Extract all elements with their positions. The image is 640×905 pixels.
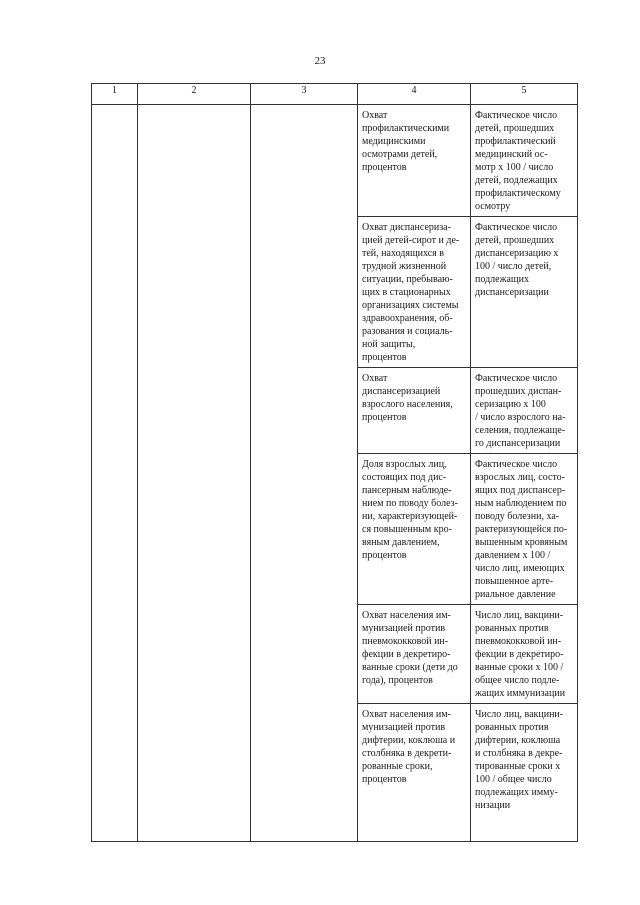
column-1-cell [92, 105, 138, 842]
page-number: 23 [314, 55, 326, 67]
formula-cell: Фактическое число прошедших диспан- серизацию х 100 / число взрослого на- селения, подлежаще- го диспансеризации [471, 368, 578, 454]
column-2-cell [138, 105, 251, 842]
column-3-cell [251, 105, 358, 842]
indicator-cell: Охват населения им- мунизацией против пневмококковой ин- фекции в декретиро- ванные сроки (дети до года), процентов [358, 605, 471, 704]
formula-cell: Число лиц, вакцини- рованных против пневмококковой ин- фекции в декретиро- ванные сроки х 100 / общее число подле- жащих иммунизации [471, 605, 578, 704]
indicator-cell: Охват населения им- мунизацией против дифтерии, коклюша и столбняка в декрети- рованные сроки, процентов [358, 704, 471, 842]
column-header-4: 4 [358, 84, 471, 105]
table-header-row [92, 84, 578, 105]
formula-cell: Фактическое число детей, прошедших диспансеризацию х 100 / число детей, подлежащих диспансеризации [471, 217, 578, 368]
column-header-3: 3 [251, 84, 358, 105]
column-header-1: 1 [92, 84, 138, 105]
indicator-cell: Охват диспансериза- цией детей-сирот и де- тей, находящихся в трудной жизненной ситуации, пребываю- щих в стационарных организациях системы здравоохранения, об- разования и социаль- ной защиты, процентов [358, 217, 471, 368]
formula-cell: Число лиц, вакцини- рованных против дифтерии, коклюша и столбняка в декре- тированные сроки х 100 / общее число подлежащих имму- низации [471, 704, 578, 842]
indicator-cell: Доля взрослых лиц, состоящих под дис- пансерным наблюде- нием по поводу болез- ни, характеризующей- ся повышенным кро- вяным давлением, процентов [358, 454, 471, 605]
indicator-cell: Охват диспансеризацией взрослого населения, процентов [358, 368, 471, 454]
indicators-table [91, 83, 578, 842]
column-header-2: 2 [138, 84, 251, 105]
indicator-cell: Охват профилактическими медицинскими осмотрами детей, процентов [358, 105, 471, 217]
formula-cell: Фактическое число детей, прошедших профилактический медицинский ос- мотр х 100 / число детей, подлежащих профилактическому осмотру [471, 105, 578, 217]
formula-cell: Фактическое число взрослых лиц, состо- ящих под диспансер- ным наблюдением по поводу болезни, ха- рактеризующейся по- вышенным кровяным давлением х 100 / число лиц, имеющих повышенное арте- риальное давление [471, 454, 578, 605]
table-row [92, 105, 578, 217]
column-header-5: 5 [471, 84, 578, 105]
